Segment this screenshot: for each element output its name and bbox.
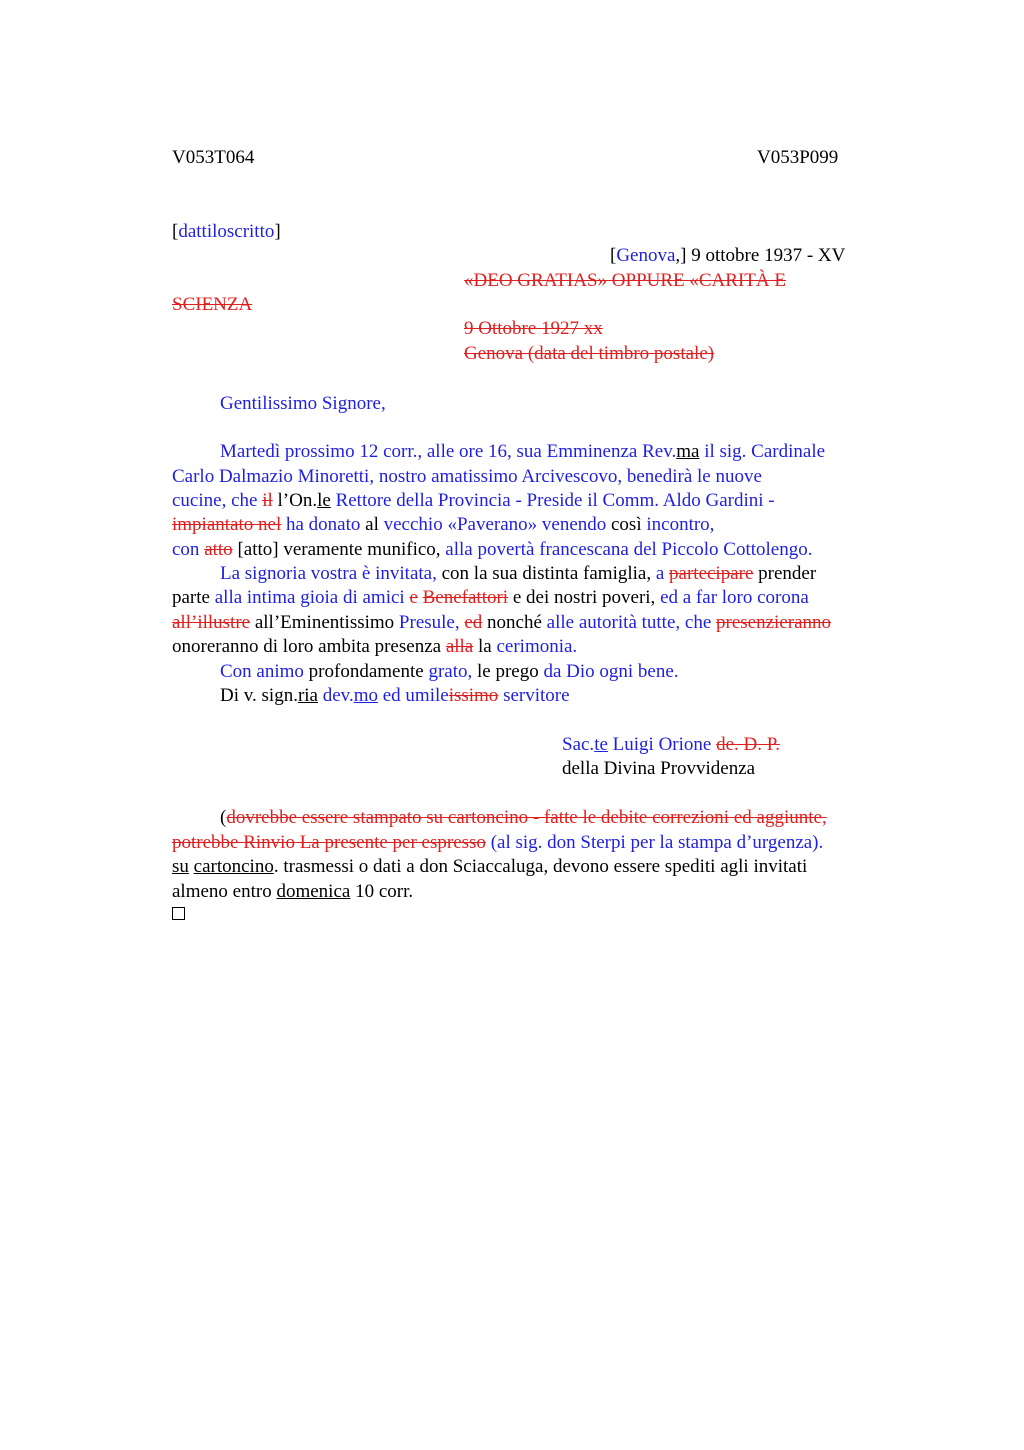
body-p1-line3: cucine, che il l’On.le Rettore della Provincia - Preside il Comm. Aldo Gardini - bbox=[172, 490, 775, 511]
struck-motto-line2: SCIENZA bbox=[172, 294, 253, 315]
struck-place: Genova (data del timbro postale) bbox=[464, 343, 715, 364]
body-p2-line4: onoreranno di loro ambita presenza alla la cerimonia. bbox=[172, 636, 578, 657]
body-p2-line1: La signoria vostra è invitata, con la sua distinta famiglia, a partecipare prender bbox=[220, 563, 817, 584]
body-p1-line1: Martedì prossimo 12 corr., alle ore 16, sua Emminenza Rev.ma il sig. Cardinale bbox=[220, 441, 826, 462]
signature-line1: Sac.te Luigi Orione de. D. P. bbox=[562, 734, 780, 755]
body-p2-line3: all’illustre all’Eminentissimo Presule, ed nonché alle autorità tutte, che presenzieranno bbox=[172, 612, 832, 633]
end-box-icon bbox=[172, 907, 185, 920]
source-label: dattiloscritto bbox=[178, 221, 275, 242]
date-text: ,] 9 ottobre 1937 - XV bbox=[675, 245, 846, 266]
note-line3: su cartoncino. trasmessi o dati a don Sciaccaluga, devono essere spediti agli invitati bbox=[172, 856, 808, 877]
struck-motto-line1: «DEO GRATIAS» OPPURE «CARITÀ E bbox=[464, 270, 786, 291]
closing-line: Di v. sign.ria dev.mo ed umileissimo servitore bbox=[220, 685, 570, 706]
body-p1-line5: con atto [atto] veramente munifico, alla povertà francescana del Piccolo Cottolengo. bbox=[172, 539, 813, 560]
header-right-code: V053P099 bbox=[757, 147, 839, 168]
note-line4: almeno entro domenica 10 corr. bbox=[172, 881, 414, 902]
signature-line2: della Divina Provvidenza bbox=[562, 758, 756, 779]
body-p3-line: Con animo profondamente grato, le prego da Dio ogni bene. bbox=[220, 661, 679, 682]
note-line1: (dovrebbe essere stampato su cartoncino - fatte le debite correzioni ed aggiunte, bbox=[220, 807, 827, 828]
body-p1-line2: Carlo Dalmazio Minoretti, nostro amatissimo Arcivescovo, benedirà le nuove bbox=[172, 466, 762, 487]
date-place: Genova bbox=[616, 245, 676, 266]
header-left-code: V053T064 bbox=[172, 147, 255, 168]
salutation: Gentilissimo Signore, bbox=[220, 393, 386, 414]
note-line2: potrebbe Rinvio La presente per espresso (al sig. don Sterpi per la stampa d’urgenza). bbox=[172, 832, 824, 853]
source-line: [dattiloscritto] bbox=[172, 221, 281, 242]
struck-date: 9 Ottobre 1927 xx bbox=[464, 318, 603, 339]
date-line: [Genova,] 9 ottobre 1937 - XV bbox=[610, 245, 846, 266]
body-p1-line4: impiantato nel ha donato al vecchio «Paverano» venendo così incontro, bbox=[172, 514, 715, 535]
body-p2-line2: parte alla intima gioia di amici e Benefattori e dei nostri poveri, ed a far loro corona bbox=[172, 587, 809, 608]
